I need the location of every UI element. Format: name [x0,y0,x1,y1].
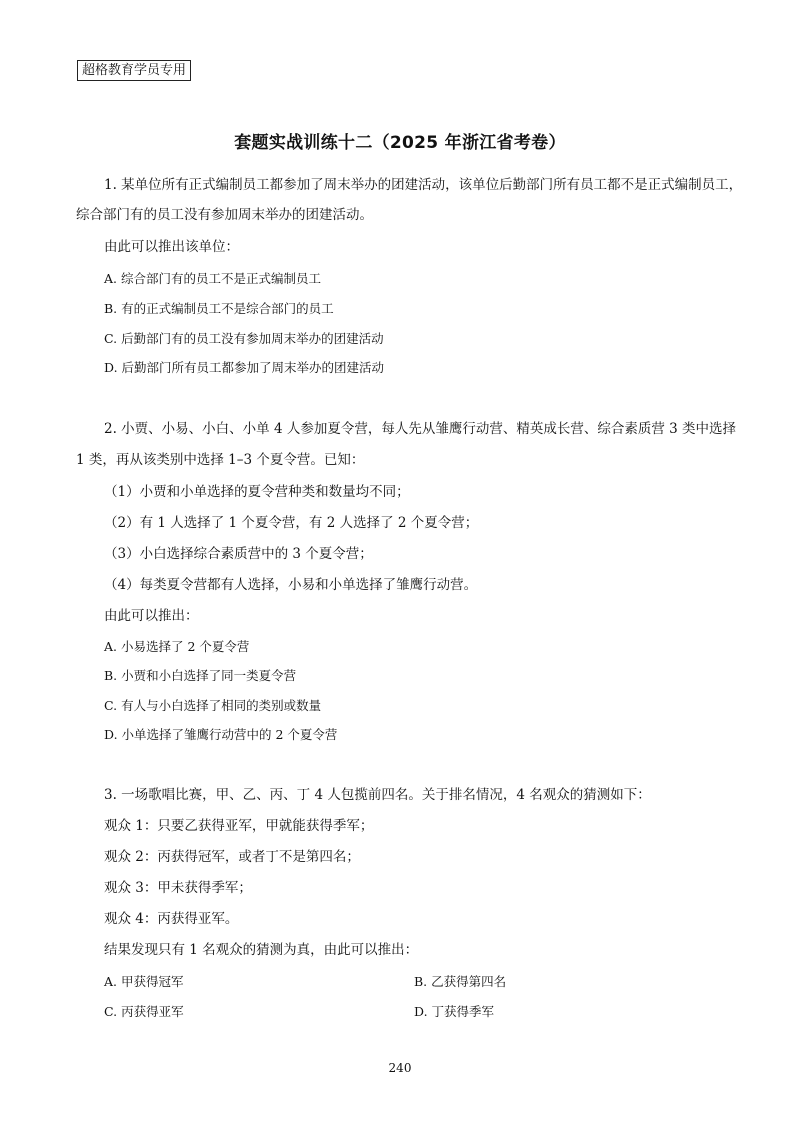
q3-prompt: 结果发现只有 1 名观众的猜测为真，由此可以推出： [104,942,419,958]
q1-stem-line1: 1. 某单位所有正式编制员工都参加了周末举办的团建活动，该单位后勤部门所有员工都不是正式编制员工， [104,177,743,193]
q3-guess-3: 观众 3：甲未获得季军； [104,880,252,896]
q2-option-d: D. 小单选择了雏鹰行动营中的 2 个夏令营 [104,727,338,742]
q1-option-a: A. 综合部门有的员工不是正式编制员工 [104,271,321,286]
q3-option-b: B. 乙获得第四名 [414,974,507,989]
q2-option-a: A. 小易选择了 2 个夏令营 [104,639,250,654]
q1-option-d: D. 后勤部门所有员工都参加了周末举办的团建活动 [104,360,385,375]
watermark-stamp: 超格教育学员专用 [77,60,191,81]
q2-option-c: C. 有人与小白选择了相同的类别或数量 [104,698,322,713]
q3-option-c: C. 丙获得亚军 [104,1004,184,1019]
q2-condition-3: （3）小白选择综合素质营中的 3 个夏令营； [104,546,373,562]
q2-condition-2: （2）有 1 人选择了 1 个夏令营，有 2 人选择了 2 个夏令营； [104,515,479,531]
q2-prompt: 由此可以推出： [104,608,199,624]
q3-stem: 3. 一场歌唱比赛，甲、乙、丙、丁 4 人包揽前四名。关于排名情况，4 名观众的猜测如下： [104,787,651,803]
q3-guess-2: 观众 2：丙获得冠军，或者丁不是第四名； [104,849,360,865]
q1-option-b: B. 有的正式编制员工不是综合部门的员工 [104,301,334,316]
q1-option-c: C. 后勤部门有的员工没有参加周末举办的团建活动 [104,331,384,346]
q3-guess-1: 观众 1：只要乙获得亚军，甲就能获得季军； [104,818,374,834]
q2-stem-line1: 2. 小贾、小易、小白、小单 4 人参加夏令营，每人先从雏鹰行动营、精英成长营、综合素质营 3 类中选择 [104,421,737,437]
q2-stem-line2: 1 类，再从该类别中选择 1–3 个夏令营。已知： [76,452,365,468]
page-title: 套题实战训练十二（2025 年浙江省考卷） [234,133,566,153]
q1-stem-line2: 综合部门有的员工没有参加周末举办的团建活动。 [76,207,373,223]
q2-condition-1: （1）小贾和小单选择的夏令营种类和数量均不同； [104,484,410,500]
q3-option-d: D. 丁获得季军 [414,1004,495,1019]
q3-option-a: A. 甲获得冠军 [104,974,184,989]
q3-guess-4: 观众 4：丙获得亚军。 [104,911,239,927]
q2-condition-4: （4）每类夏令营都有人选择，小易和小单选择了雏鹰行动营。 [104,577,478,593]
q2-option-b: B. 小贾和小白选择了同一类夏令营 [104,668,297,683]
q1-prompt: 由此可以推出该单位： [104,239,239,255]
page-number: 240 [388,1061,412,1075]
